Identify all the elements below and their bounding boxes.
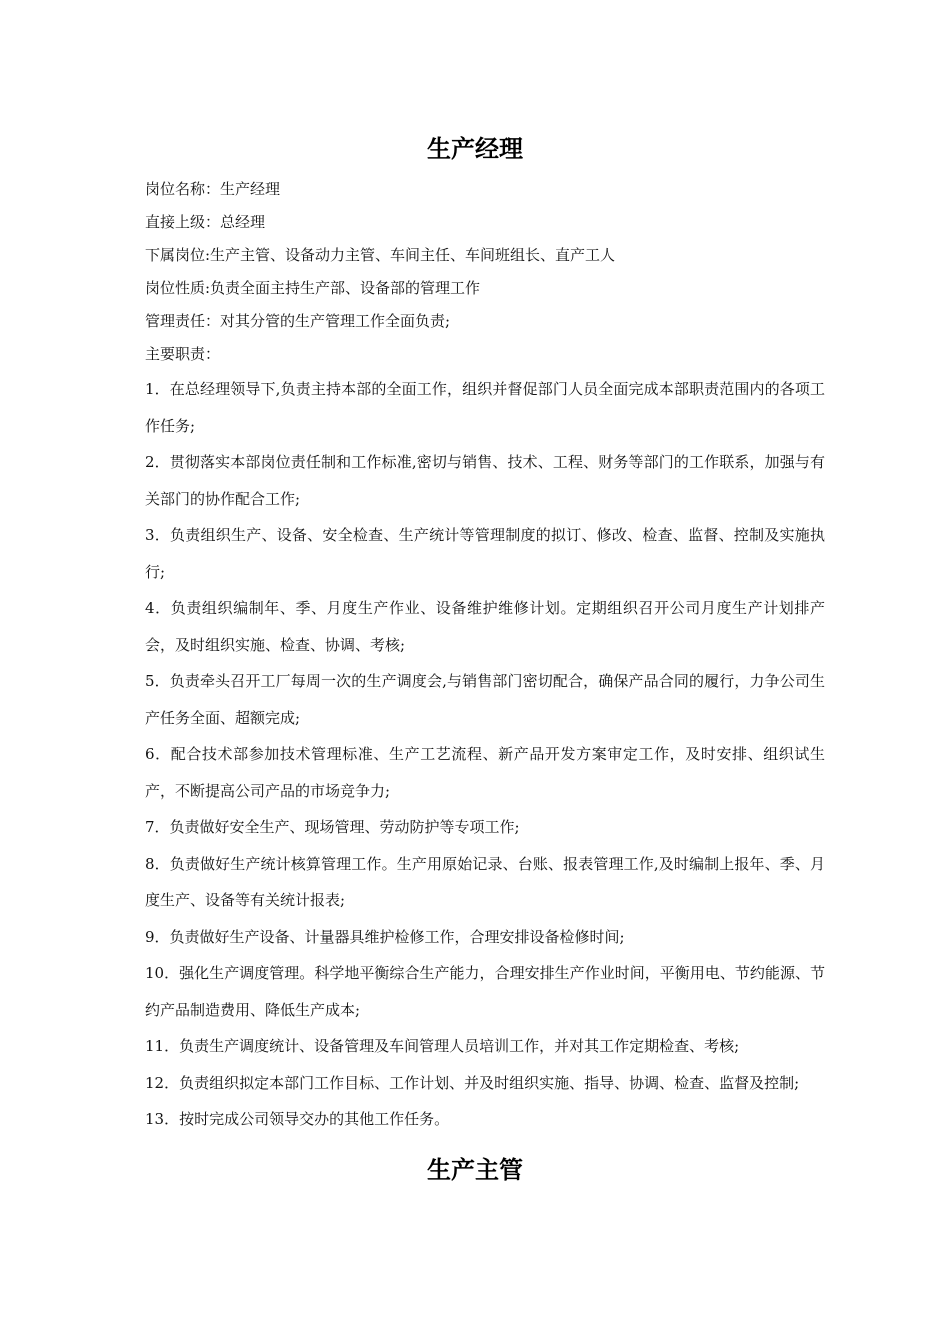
duty-number: 4． <box>145 599 171 617</box>
duty-item <box>145 663 825 736</box>
duty-item <box>145 736 825 809</box>
duty-text: 负责生产调度统计、设备管理及车间管理人员培训工作，并对其工作定期检查、考核; <box>179 1037 740 1055</box>
duty-item <box>145 444 825 517</box>
duty-item <box>145 919 825 956</box>
duty-number: 2． <box>145 453 170 471</box>
duty-item <box>145 809 825 846</box>
duty-item <box>145 590 825 663</box>
duty-item <box>145 517 825 590</box>
duties-list <box>145 371 825 1138</box>
duty-text: 负责组织拟定本部门工作目标、工作计划、并及时组织实施、指导、协调、检查、监督及控制; <box>179 1073 800 1092</box>
field-position-nature: 岗位性质:负责全面主持生产部、设备部的管理工作 <box>145 279 481 297</box>
next-section-title: 生产主管 <box>427 1156 523 1184</box>
duty-text: 负责牵头召开工厂每周一次的生产调度会,与销售部门密切配合，确保产品合同的履行，力争公司生产任务全面、超额完成; <box>145 672 825 727</box>
field-management-responsibility: 管理责任：对其分管的生产管理工作全面负责; <box>145 312 451 330</box>
duty-text: 负责做好安全生产、现场管理、劳动防护等专项工作; <box>169 818 520 836</box>
duty-number: 12． <box>145 1073 180 1092</box>
duty-text: 配合技术部参加技术管理标准、生产工艺流程、新产品开发方案审定工作，及时安排、组织试生产，不断提高公司产品的市场竞争力; <box>145 745 825 800</box>
duty-text: 负责做好生产设备、计量器具维护检修工作，合理安排设备检修时间; <box>169 927 625 946</box>
duty-number: 5． <box>145 672 170 690</box>
duty-number: 9． <box>145 927 170 946</box>
duty-number: 7． <box>145 818 170 836</box>
duty-item <box>145 846 825 919</box>
duty-number: 3． <box>145 526 171 544</box>
duty-text: 强化生产调度管理。科学地平衡综合生产能力，合理安排生产作业时间，平衡用电、节约能源、节约产品制造费用、降低生产成本; <box>145 964 825 1019</box>
field-position-name: 岗位名称：生产经理 <box>145 180 281 198</box>
duty-text: 负责组织生产、设备、安全检查、生产统计等管理制度的拟订、修改、检查、监督、控制及实施执行; <box>145 526 825 581</box>
duty-text: 负责组织编制年、季、月度生产作业、设备维护维修计划。定期组织召开公司月度生产计划排产会，及时组织实施、检查、协调、考核; <box>145 599 825 654</box>
field-direct-superior: 直接上级：总经理 <box>145 213 266 231</box>
field-main-duties-heading: 主要职责： <box>145 345 221 363</box>
duty-number: 10． <box>145 964 180 982</box>
duty-number: 6． <box>145 745 171 763</box>
duty-number: 8． <box>145 854 170 873</box>
duty-item <box>145 955 825 1028</box>
duty-item <box>145 1028 825 1065</box>
duty-number: 1． <box>145 380 170 398</box>
page-title: 生产经理 <box>427 135 523 163</box>
duty-text: 在总经理领导下,负责主持本部的全面工作，组织并督促部门人员全面完成本部职责范围内的各项工作任务; <box>145 380 825 435</box>
duty-number: 13． <box>145 1110 180 1128</box>
document-body <box>145 173 825 1138</box>
duty-item <box>145 1101 825 1138</box>
duty-text: 贯彻落实本部岗位责任制和工作标准,密切与销售、技术、工程、财务等部门的工作联系，加强与有关部门的协作配合工作; <box>145 453 825 508</box>
duty-item <box>145 371 825 444</box>
duty-item <box>145 1065 825 1102</box>
duty-number: 11． <box>145 1037 180 1055</box>
duty-text: 负责做好生产统计核算管理工作。生产用原始记录、台账、报表管理工作,及时编制上报年、季、月度生产、设备等有关统计报表; <box>145 854 825 909</box>
field-subordinates: 下属岗位:生产主管、设备动力主管、车间主任、车间班组长、直产工人 <box>145 246 616 264</box>
duty-text: 按时完成公司领导交办的其他工作任务。 <box>179 1110 450 1128</box>
